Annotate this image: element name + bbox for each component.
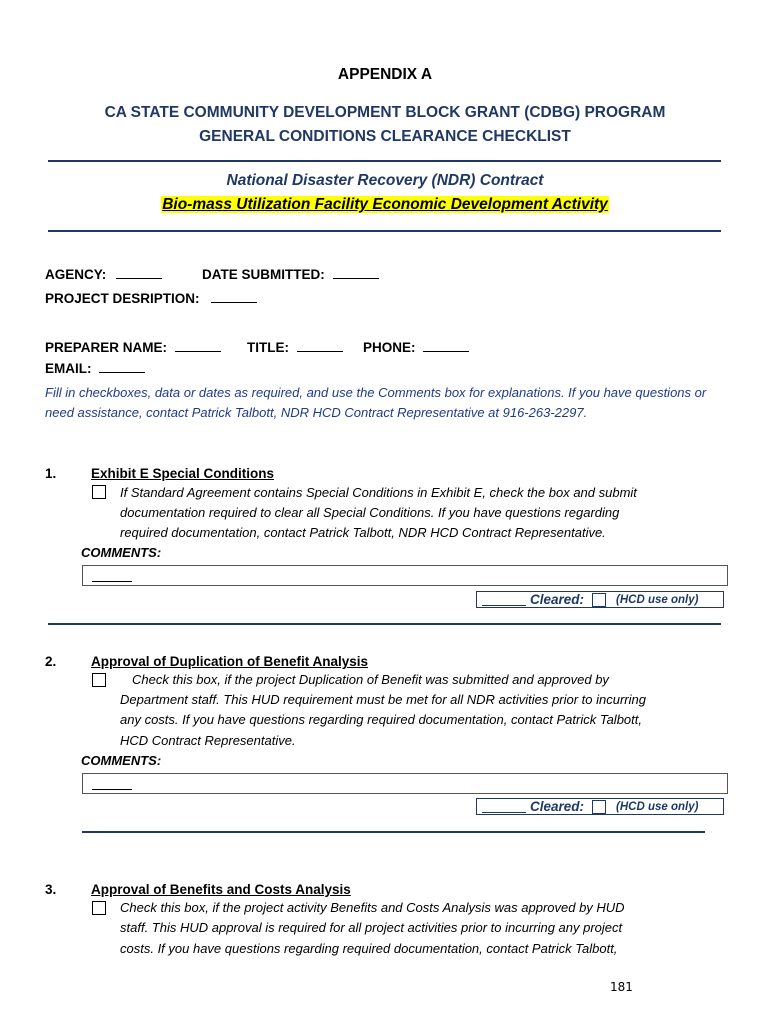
- date-submitted-field: [202, 267, 379, 282]
- section-3-line-2: staff. This HUD approval is required for all project activities prior to incurring any project: [120, 920, 623, 935]
- phone-input[interactable]: [423, 340, 469, 352]
- section-1-cleared-checkbox[interactable]: [592, 593, 606, 607]
- section-1-line-1: If Standard Agreement contains Special Conditions in Exhibit E, check the box and submit: [120, 485, 637, 500]
- section-2-cleared-checkbox[interactable]: [592, 800, 606, 814]
- section-2-comments-box[interactable]: [82, 773, 728, 794]
- section-2-comments-label: COMMENTS:: [81, 753, 162, 768]
- date-submitted-label: DATE SUBMITTED:: [202, 267, 325, 282]
- section-2-title: Approval of Duplication of Benefit Analysis: [91, 654, 369, 669]
- section-2-hcd-label: (HCD use only): [616, 800, 699, 813]
- section-2-cleared-blank[interactable]: [482, 800, 526, 813]
- header-divider: [48, 160, 721, 162]
- section-3-title: Approval of Benefits and Costs Analysis: [91, 882, 351, 897]
- section-1-hcd-label: (HCD use only): [616, 593, 699, 606]
- phone-field: [363, 340, 469, 355]
- title-label: TITLE:: [247, 340, 289, 355]
- email-input[interactable]: [99, 361, 145, 373]
- appendix-title: APPENDIX A: [337, 66, 433, 83]
- instructions: Fill in checkboxes, data or dates as required, and use the Comments box for explanations. If you have questions or need assistance, contact Patrick Talbott, NDR HCD Contract Representative at 916-263-2297.: [45, 385, 707, 420]
- section-1-title: Exhibit E Special Conditions: [91, 466, 275, 481]
- section-3-line-1: Check this box, if the project activity Benefits and Costs Analysis was approved by HUD: [120, 900, 625, 915]
- section-2-line-2: Department staff. This HUD requirement must be met for all NDR activities prior to incurring: [120, 692, 646, 707]
- project-description-field: [45, 291, 257, 306]
- section-1-cleared-blank[interactable]: [482, 593, 526, 606]
- section-1-comments-label: COMMENTS:: [81, 545, 162, 560]
- title-input[interactable]: [297, 340, 343, 352]
- section-1-cleared-label: Cleared:: [530, 592, 585, 607]
- section-2-comments-blank: [92, 777, 132, 790]
- section-2-line-4: HCD Contract Representative.: [120, 733, 296, 748]
- section-2-number: 2.: [45, 654, 57, 669]
- section-1-comments-box[interactable]: [82, 565, 728, 586]
- phone-label: PHONE:: [363, 340, 416, 355]
- section-1-number: 1.: [45, 466, 57, 481]
- section-2-cleared-label: Cleared:: [530, 799, 585, 814]
- section-3-checkbox[interactable]: [92, 901, 106, 915]
- section-1-line-3: required documentation, contact Patrick Talbott, NDR HCD Contract Representative.: [120, 525, 606, 540]
- section-1-checkbox[interactable]: [92, 485, 106, 499]
- section-3-number: 3.: [45, 882, 57, 897]
- section-2-cleared-bar: [476, 798, 724, 815]
- preparer-name-input[interactable]: [175, 340, 221, 352]
- section-1-comments-blank: [92, 569, 132, 582]
- title-field: [247, 340, 343, 355]
- agency-label: AGENCY:: [45, 267, 107, 282]
- agency-field: [45, 267, 162, 282]
- program-title: CA STATE COMMUNITY DEVELOPMENT BLOCK GRANT (CDBG) PROGRAM: [104, 104, 666, 121]
- project-description-label: PROJECT DESRIPTION:: [45, 291, 200, 306]
- agency-input[interactable]: [116, 267, 162, 279]
- section-2-line-3: any costs. If you have questions regarding required documentation, contact Patrick Talbott,: [120, 712, 642, 727]
- activity-title: Bio-mass Utilization Facility Economic Development Activity: [162, 196, 608, 213]
- page-number: 181: [610, 980, 633, 994]
- preparer-name-field: [45, 340, 221, 355]
- contract-title: National Disaster Recovery (NDR) Contract: [226, 172, 544, 189]
- section-1-divider: [48, 623, 721, 625]
- email-field: [45, 361, 145, 376]
- section-3-line-3: costs. If you have questions regarding required documentation, contact Patrick Talbott,: [120, 941, 618, 956]
- activity-divider: [48, 230, 721, 232]
- section-1-cleared-bar: [476, 591, 724, 608]
- activity-title-wrap: [0, 196, 770, 214]
- section-2-divider: [82, 831, 705, 833]
- project-description-input[interactable]: [211, 291, 257, 303]
- checklist-title: GENERAL CONDITIONS CLEARANCE CHECKLIST: [199, 128, 571, 145]
- email-label: EMAIL:: [45, 361, 92, 376]
- section-1-line-2: documentation required to clear all Special Conditions. If you have questions regarding: [120, 505, 620, 520]
- section-2-checkbox[interactable]: [92, 673, 106, 687]
- date-submitted-input[interactable]: [333, 267, 379, 279]
- preparer-name-label: PREPARER NAME:: [45, 340, 168, 355]
- section-2-line-1: Check this box, if the project Duplication of Benefit was submitted and approved by: [132, 672, 609, 687]
